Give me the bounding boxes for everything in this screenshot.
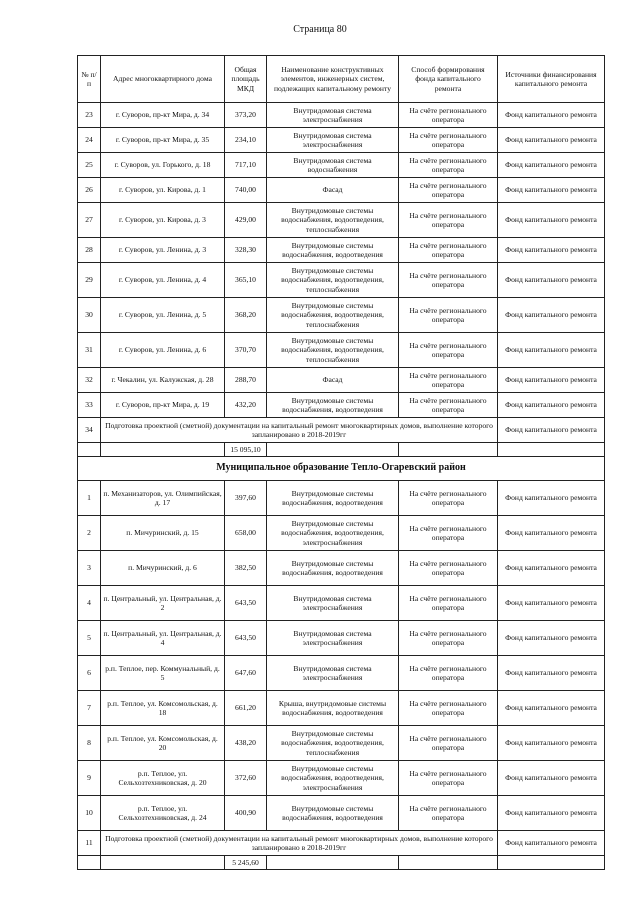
row-area: 397,60 (225, 481, 267, 516)
table-row (78, 691, 605, 726)
row-address: р.п. Теплое, ул. Комсомольская, д. 18 (101, 691, 225, 726)
row-num: 25 (78, 153, 101, 178)
row-elements: Внутридомовая система электроснабжения (267, 621, 399, 656)
row-address: р.п. Теплое, ул. Сельхозтехниковская, д. 24 (101, 796, 225, 831)
table-row (78, 726, 605, 761)
row-area: 438,20 (225, 726, 267, 761)
row-elements: Внутридомовые системы водоснабжения, водоотведения, теплоснабжения (267, 333, 399, 368)
header-address: Адрес многоквартирного дома (101, 56, 225, 103)
row-source: Фонд капитального ремонта (498, 796, 605, 831)
row-method: На счёте регионального оператора (399, 761, 498, 796)
row-num: 30 (78, 298, 101, 333)
header-row (78, 56, 605, 103)
row-elements: Внутридомовые системы водоснабжения, водоотведения, электроснабжения (267, 516, 399, 551)
row-area: 328,30 (225, 238, 267, 263)
row-elements: Внутридомовые системы водоснабжения, водоотведения, теплоснабжения (267, 298, 399, 333)
row-method: На счёте регионального оператора (399, 368, 498, 393)
row-address: г. Чекалин, ул. Калужская, д. 28 (101, 368, 225, 393)
row-num: 10 (78, 796, 101, 831)
row-num: 33 (78, 393, 101, 418)
row-method: На счёте регионального оператора (399, 333, 498, 368)
row-method: На счёте регионального оператора (399, 393, 498, 418)
table-row (78, 263, 605, 298)
row-elements: Внутридомовая система водоснабжения (267, 153, 399, 178)
row-num: 34 (78, 418, 101, 443)
row-area: 740,00 (225, 178, 267, 203)
row-elements: Крыша, внутридомовые системы водоснабжения, водоотведения (267, 691, 399, 726)
row-source: Фонд капитального ремонта (498, 831, 605, 856)
row-address: п. Центральный, ул. Центральная, д. 4 (101, 621, 225, 656)
row-source: Фонд капитального ремонта (498, 298, 605, 333)
row-elements: Внутридомовые системы водоснабжения, водоотведения (267, 551, 399, 586)
row-method: На счёте регионального оператора (399, 178, 498, 203)
table-row (78, 128, 605, 153)
row-address: р.п. Теплое, ул. Комсомольская, д. 20 (101, 726, 225, 761)
table-row (78, 551, 605, 586)
table-row (78, 298, 605, 333)
row-num: 23 (78, 103, 101, 128)
row-source: Фонд капитального ремонта (498, 393, 605, 418)
row-elements: Внутридомовая система электроснабжения (267, 586, 399, 621)
row-area: 661,20 (225, 691, 267, 726)
row-area: 647,60 (225, 656, 267, 691)
row-source: Фонд капитального ремонта (498, 153, 605, 178)
row-method: На счёте регионального оператора (399, 621, 498, 656)
row-source: Фонд капитального ремонта (498, 418, 605, 443)
note-text: Подготовка проектной (сметной) документации на капитальный ремонт многоквартирных домов, выполнение которого запланировано в 2018-2019гг (101, 831, 498, 856)
row-area: 368,20 (225, 298, 267, 333)
row-address: г. Суворов, пр-кт Мира, д. 34 (101, 103, 225, 128)
table-row (78, 796, 605, 831)
row-address: п. Мичуринский, д. 15 (101, 516, 225, 551)
row-address: г. Суворов, ул. Кирова, д. 1 (101, 178, 225, 203)
row-address: г. Суворов, пр-кт Мира, д. 19 (101, 393, 225, 418)
row-area: 372,60 (225, 761, 267, 796)
row-elements: Внутридомовая система электроснабжения (267, 128, 399, 153)
row-area: 234,10 (225, 128, 267, 153)
row-area: 429,00 (225, 203, 267, 238)
row-method: На счёте регионального оператора (399, 481, 498, 516)
table-row (78, 393, 605, 418)
row-area: 288,70 (225, 368, 267, 393)
row-num: 27 (78, 203, 101, 238)
row-method: На счёте регионального оператора (399, 238, 498, 263)
row-method: На счёте регионального оператора (399, 656, 498, 691)
row-num: 2 (78, 516, 101, 551)
row-elements: Внутридомовая система электроснабжения (267, 656, 399, 691)
row-method: На счёте регионального оператора (399, 551, 498, 586)
row-method: На счёте регионального оператора (399, 103, 498, 128)
row-num: 32 (78, 368, 101, 393)
row-elements: Фасад (267, 368, 399, 393)
row-num: 28 (78, 238, 101, 263)
row-area: 365,10 (225, 263, 267, 298)
total-area: 15 095,10 (225, 443, 267, 457)
row-num: 31 (78, 333, 101, 368)
row-address: г. Суворов, ул. Ленина, д. 4 (101, 263, 225, 298)
row-elements: Внутридомовые системы водоснабжения, водоотведения (267, 796, 399, 831)
note-text: Подготовка проектной (сметной) документации на капитальный ремонт многоквартирных домов, выполнение которого запланировано в 2018-2019гг (101, 418, 498, 443)
section-title: Муниципальное образование Тепло-Огаревский район (78, 457, 605, 481)
row-address: п. Центральный, ул. Центральная, д. 2 (101, 586, 225, 621)
row-elements: Внутридомовые системы водоснабжения, водоотведения, электроснабжения (267, 761, 399, 796)
table-row (78, 153, 605, 178)
row-method: На счёте регионального оператора (399, 586, 498, 621)
row-source: Фонд капитального ремонта (498, 621, 605, 656)
row-source: Фонд капитального ремонта (498, 516, 605, 551)
row-num: 1 (78, 481, 101, 516)
row-address: п. Механизаторов, ул. Олимпийская, д. 17 (101, 481, 225, 516)
header-method: Способ формирования фонда капитального ремонта (399, 56, 498, 103)
row-address: п. Мичуринский, д. 6 (101, 551, 225, 586)
row-elements: Внутридомовые системы водоснабжения, водоотведения, теплоснабжения (267, 203, 399, 238)
row-area: 717,10 (225, 153, 267, 178)
page-title: Страница 80 (293, 24, 347, 35)
table-row (78, 103, 605, 128)
row-elements: Фасад (267, 178, 399, 203)
row-method: На счёте регионального оператора (399, 203, 498, 238)
table-row (78, 621, 605, 656)
row-source: Фонд капитального ремонта (498, 238, 605, 263)
row-num: 11 (78, 831, 101, 856)
row-elements: Внутридомовые системы водоснабжения, водоотведения (267, 238, 399, 263)
row-method: На счёте регионального оператора (399, 516, 498, 551)
row-address: г. Суворов, ул. Ленина, д. 6 (101, 333, 225, 368)
row-address: г. Суворов, пр-кт Мира, д. 35 (101, 128, 225, 153)
row-num: 3 (78, 551, 101, 586)
row-method: На счёте регионального оператора (399, 298, 498, 333)
note-row (78, 418, 605, 443)
table-row (78, 238, 605, 263)
row-area: 658,00 (225, 516, 267, 551)
row-num: 9 (78, 761, 101, 796)
table-row (78, 203, 605, 238)
row-source: Фонд капитального ремонта (498, 263, 605, 298)
table-row (78, 333, 605, 368)
row-address: р.п. Теплое, пер. Коммунальный, д. 5 (101, 656, 225, 691)
row-method: На счёте регионального оператора (399, 263, 498, 298)
table-row (78, 481, 605, 516)
row-source: Фонд капитального ремонта (498, 656, 605, 691)
row-elements: Внутридомовая система электроснабжения (267, 103, 399, 128)
row-num: 26 (78, 178, 101, 203)
row-source: Фонд капитального ремонта (498, 481, 605, 516)
row-address: г. Суворов, ул. Горького, д. 18 (101, 153, 225, 178)
row-source: Фонд капитального ремонта (498, 203, 605, 238)
row-address: г. Суворов, ул. Кирова, д. 3 (101, 203, 225, 238)
row-area: 643,50 (225, 586, 267, 621)
row-address: г. Суворов, ул. Ленина, д. 3 (101, 238, 225, 263)
row-method: На счёте регионального оператора (399, 691, 498, 726)
table-row (78, 178, 605, 203)
row-area: 382,50 (225, 551, 267, 586)
row-source: Фонд капитального ремонта (498, 691, 605, 726)
row-num: 6 (78, 656, 101, 691)
row-num: 7 (78, 691, 101, 726)
row-elements: Внутридомовые системы водоснабжения, водоотведения (267, 481, 399, 516)
header-num: № п/п (78, 56, 101, 103)
row-method: На счёте регионального оператора (399, 128, 498, 153)
total-row (78, 856, 605, 870)
total-row (78, 443, 605, 457)
row-method: На счёте регионального оператора (399, 796, 498, 831)
row-num: 29 (78, 263, 101, 298)
row-elements: Внутридомовые системы водоснабжения, водоотведения, теплоснабжения (267, 726, 399, 761)
row-source: Фонд капитального ремонта (498, 178, 605, 203)
row-source: Фонд капитального ремонта (498, 726, 605, 761)
row-area: 370,70 (225, 333, 267, 368)
row-method: На счёте регионального оператора (399, 153, 498, 178)
row-num: 4 (78, 586, 101, 621)
row-source: Фонд капитального ремонта (498, 103, 605, 128)
row-area: 400,90 (225, 796, 267, 831)
table-row (78, 761, 605, 796)
row-area: 643,50 (225, 621, 267, 656)
row-source: Фонд капитального ремонта (498, 368, 605, 393)
row-elements: Внутридомовые системы водоснабжения, водоотведения, теплоснабжения (267, 263, 399, 298)
row-source: Фонд капитального ремонта (498, 586, 605, 621)
row-source: Фонд капитального ремонта (498, 551, 605, 586)
row-address: р.п. Теплое, ул. Сельхозтехниковская, д. 20 (101, 761, 225, 796)
row-num: 5 (78, 621, 101, 656)
row-source: Фонд капитального ремонта (498, 761, 605, 796)
header-sources: Источники финансирования капитального ремонта (498, 56, 605, 103)
total-area: 5 245,60 (225, 856, 267, 870)
table-row (78, 586, 605, 621)
row-elements: Внутридомовые системы водоснабжения, водоотведения (267, 393, 399, 418)
table-row (78, 368, 605, 393)
row-area: 432,20 (225, 393, 267, 418)
header-elements: Наименование конструктивных элементов, инженерных систем, подлежащих капитальному ремонту (267, 56, 399, 103)
row-source: Фонд капитального ремонта (498, 333, 605, 368)
row-method: На счёте регионального оператора (399, 726, 498, 761)
note-row (78, 831, 605, 856)
capital-repair-table (77, 55, 605, 870)
row-num: 8 (78, 726, 101, 761)
row-address: г. Суворов, ул. Ленина, д. 5 (101, 298, 225, 333)
row-area: 373,20 (225, 103, 267, 128)
row-num: 24 (78, 128, 101, 153)
section-header-row (78, 457, 605, 481)
header-area: Общая площадь МКД (225, 56, 267, 103)
row-source: Фонд капитального ремонта (498, 128, 605, 153)
table-row (78, 656, 605, 691)
table-row (78, 516, 605, 551)
